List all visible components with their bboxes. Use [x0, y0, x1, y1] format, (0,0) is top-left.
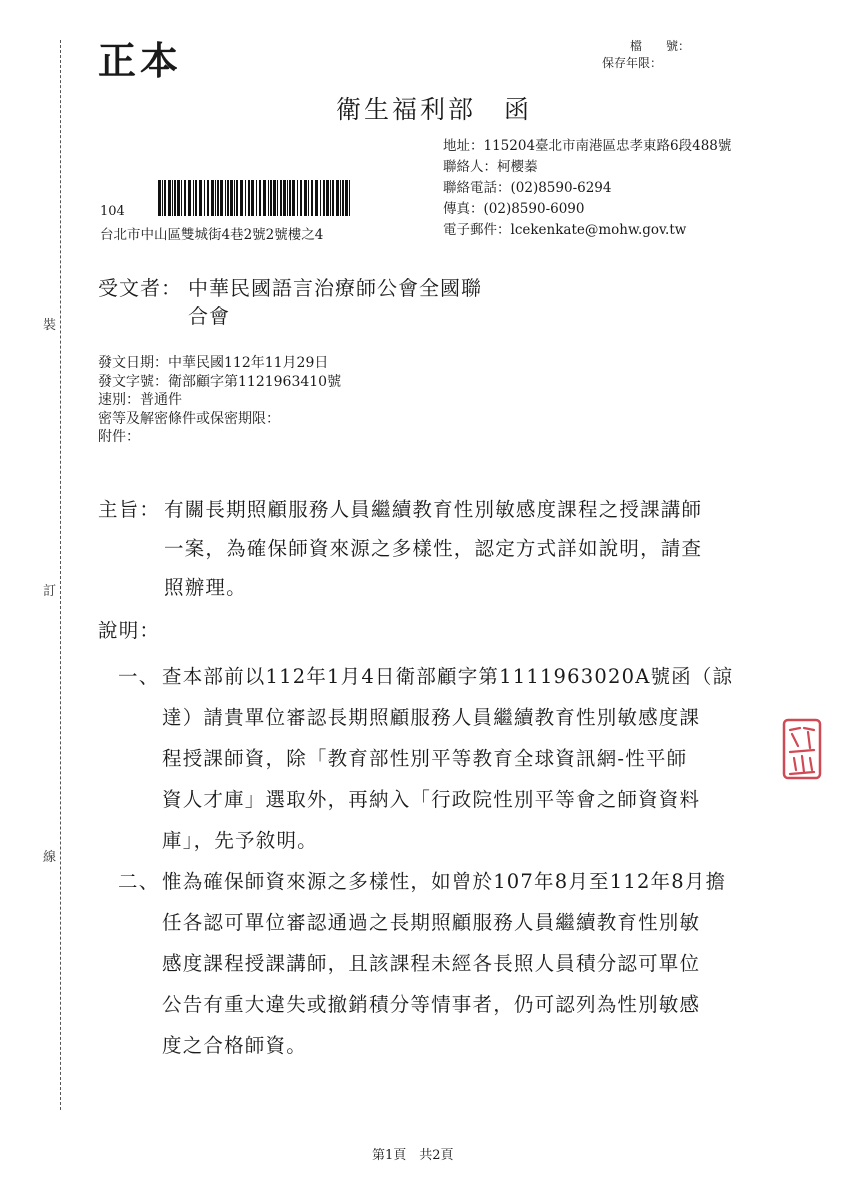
recipient-name-line-2: 合會: [188, 304, 230, 328]
subject-line: 一案，為確保師資來源之多樣性，認定方式詳如說明，請查: [164, 537, 703, 560]
recipient-name-line-1: 中華民國語言治療師公會全國聯: [188, 276, 482, 300]
item-number: 一、: [118, 665, 160, 688]
item-line: 程授課師資，除「教育部性別平等教育全球資訊網-性平師: [162, 747, 688, 770]
secrecy-level: 密等及解密條件或保密期限：: [98, 410, 280, 427]
retention-period-label: 保存年限：: [602, 56, 663, 70]
item-line: 度之合格師資。: [162, 1034, 307, 1057]
contact-fax: 傳真：(02)8590-6090: [443, 201, 585, 217]
contact-address: 地址：115204臺北市南港區忠孝東路6段488號: [443, 138, 732, 154]
document-meta: [98, 354, 341, 447]
item-line: 公告有重大違失或撤銷積分等情事者，仍可認列為性別敏感: [162, 993, 701, 1016]
archive-number-label: 檔 號：: [630, 39, 691, 53]
binding-mark-xian: 線: [43, 846, 56, 865]
document-number: 發文字號：衛部顧字第1121963410號: [98, 373, 342, 390]
explanation-label: 說明：: [98, 619, 161, 642]
recipient-label: 受文者：: [98, 276, 182, 300]
binding-mark-zhuang: 裝: [43, 314, 56, 333]
page-number: 第1頁 共2頁: [372, 1148, 454, 1163]
contact-phone: 聯絡電話：(02)8590-6294: [443, 180, 612, 196]
delivery-speed: 速別：普通件: [98, 392, 182, 409]
attachment: 附件：: [98, 429, 140, 446]
contact-person: 聯絡人：柯櫻蓁: [443, 159, 538, 175]
item-line: 惟為確保師資來源之多樣性，如曾於107年8月至112年8月擔: [162, 870, 727, 893]
issue-date: 發文日期：中華民國112年11月29日: [98, 355, 329, 371]
subject-line: 照辦理。: [164, 576, 247, 599]
barcode-image: [158, 180, 354, 216]
item-line: 資人才庫」選取外，再納入「行政院性別平等會之師資資料: [162, 788, 701, 811]
official-seal-stamp: [782, 718, 822, 780]
contact-block: [443, 136, 731, 241]
subject-line: 有關長期照顧服務人員繼續教育性別敏感度課程之授課講師: [164, 498, 703, 521]
contact-email: 電子郵件：lcekenkate@mohw.gov.tw: [443, 222, 687, 238]
item-line: 任各認可單位審認通過之長期照顧服務人員繼續教育性別敏: [162, 911, 701, 934]
agency-title: 衛生福利部 函: [336, 95, 533, 124]
postal-code: 104: [100, 204, 125, 219]
archive-info: [602, 38, 690, 72]
item-line: 達）請貴單位審認長期照顧服務人員繼續教育性別敏感度課: [162, 706, 701, 729]
subject-label: 主旨：: [98, 498, 161, 521]
binding-line: [60, 40, 61, 1110]
item-line: 查本部前以112年1月4日衛部顧字第1111963020A號函（諒: [162, 665, 734, 688]
original-copy-mark: 正本: [98, 38, 183, 83]
binding-mark-ding: 訂: [43, 580, 56, 599]
mailing-address: 台北市中山區雙城街4巷2號2號樓之4: [100, 227, 324, 243]
item-number: 二、: [118, 870, 160, 893]
item-line: 庫」，先予敘明。: [162, 829, 318, 852]
item-line: 感度課程授課講師，且該課程未經各長照人員積分認可單位: [162, 952, 701, 975]
